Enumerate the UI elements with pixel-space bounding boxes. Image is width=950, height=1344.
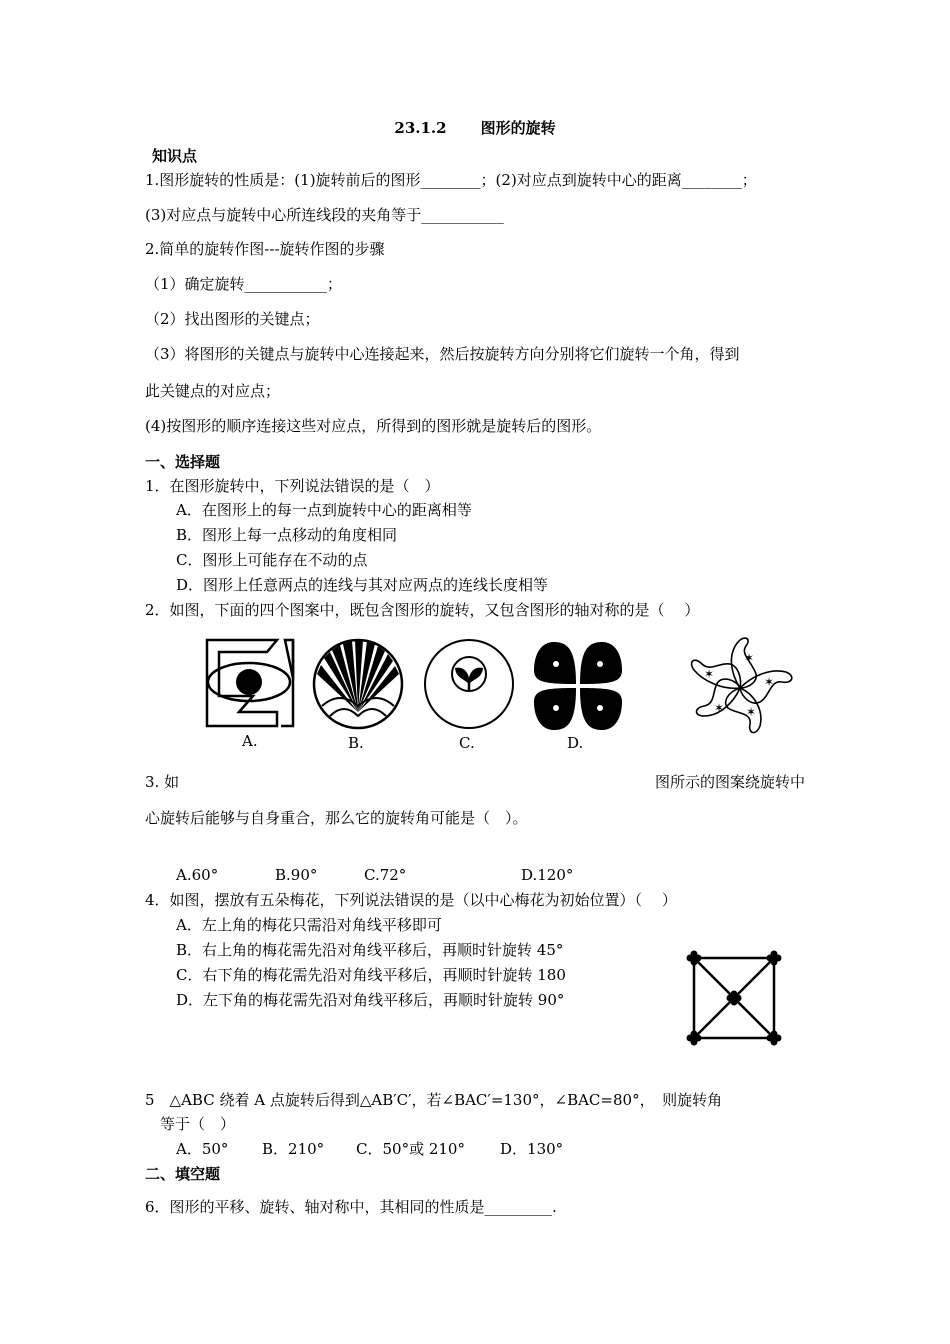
knowledge-step4: (4)按图形的顺序连接这些对应点，所得到的图形就是旋转后的图形。	[145, 417, 602, 435]
q2-label-c: C.	[459, 734, 475, 752]
q6-stem: 6．图形的平移、旋转、轴对称中，其相同的性质是_________.	[145, 1198, 557, 1216]
q1-option-c: C．图形上可能存在不动的点	[176, 551, 368, 569]
knowledge-p1a: 1.图形旋转的性质是：(1)旋转前后的图形________；(2)对应点到旋转中心的距离________；	[145, 171, 757, 189]
knowledge-step2: （2）找出图形的关键点；	[145, 310, 320, 328]
q3-option-c: C.72°	[364, 866, 407, 884]
q4-stem: 4．如图，摆放有五朵梅花，下列说法错误的是（以中心梅花为初始位置）（ ）	[145, 891, 677, 909]
q3-option-d: D.120°	[521, 866, 574, 884]
q2-figure-b	[312, 638, 404, 730]
q5-option-b: B．210°	[262, 1140, 325, 1158]
q1-option-b: B．图形上每一点移动的角度相同	[176, 526, 398, 544]
section-name: 图形的旋转	[480, 119, 556, 137]
q2-stem: 2．如图，下面的四个图案中，既包含图形的旋转，又包含图形的轴对称的是（ ）	[145, 601, 700, 619]
svg-text:✶: ✶	[764, 675, 775, 689]
q5-stem: 5 △ABC 绕着 A 点旋转后得到△AB′C′，若∠BAC′=130°，∠BAC=80°， 则旋转角	[145, 1091, 723, 1109]
knowledge-step3a: （3）将图形的关键点与旋转中心连接起来，然后按旋转方向分别将它们旋转一个角，得到	[145, 345, 740, 363]
q2-label-b: B.	[348, 734, 364, 752]
page-title	[0, 118, 950, 138]
knowledge-step1: （1）确定旋转___________；	[145, 275, 343, 293]
q3-option-a: A.60°	[176, 866, 219, 884]
q4-option-a: A．左上角的梅花只需沿对角线平移即可	[176, 916, 442, 934]
q5-option-a: A．50°	[176, 1140, 229, 1158]
svg-text:✶: ✶	[746, 705, 757, 719]
q1-stem: 1．在图形旋转中，下列说法错误的是（ ）	[145, 477, 440, 495]
q3-stem-right: 图所示的图案绕旋转中	[654, 773, 805, 791]
q2-label-a: A.	[242, 732, 258, 750]
q3-stem-cont: 心旋转后能够与自身重合，那么它的旋转角可能是（ ）。	[145, 809, 528, 827]
svg-text:✶: ✶	[714, 701, 725, 715]
knowledge-step3b: 此关键点的对应点；	[145, 382, 281, 400]
svg-text:✶: ✶	[744, 651, 755, 665]
knowledge-p2: 2.简单的旋转作图---旋转作图的步骤	[145, 240, 385, 258]
q3-stem-left: 3. 如	[145, 773, 180, 791]
q2-figure-a	[205, 638, 295, 728]
q2-label-d: D.	[567, 734, 584, 752]
section1-heading: 一、选择题	[145, 453, 221, 471]
q4-option-b: B．右上角的梅花需先沿对角线平移后，再顺时针旋转 45°	[176, 941, 564, 959]
q2-figure-d	[532, 640, 624, 732]
q5-stem-cont: 等于（ ）	[160, 1115, 236, 1133]
q3-option-b: B.90°	[275, 866, 318, 884]
q4-option-c: C．右下角的梅花需先沿对角线平移后，再顺时针旋转 180	[176, 966, 566, 984]
q4-option-d: D．左下角的梅花需先沿对角线平移后，再顺时针旋转 90°	[176, 991, 565, 1009]
svg-text:✶: ✶	[704, 667, 715, 681]
q2-figure-c	[423, 638, 515, 730]
knowledge-p1b: (3)对应点与旋转中心所连线段的夹角等于___________	[145, 206, 504, 224]
q5-option-d: D．130°	[500, 1140, 564, 1158]
section2-heading: 二、填空题	[145, 1165, 221, 1183]
q1-option-a: A．在图形上的每一点到旋转中心的距离相等	[176, 501, 472, 519]
q5-option-c: C．50°或 210°	[356, 1140, 465, 1158]
q3-bauhinia-figure	[682, 632, 798, 742]
section-number: 23.1.2	[394, 119, 447, 137]
q1-option-d: D．图形上任意两点的连线与其对应两点的连线长度相等	[176, 576, 549, 594]
knowledge-heading: 知识点	[152, 147, 198, 165]
q4-plum-square-figure	[684, 948, 784, 1048]
